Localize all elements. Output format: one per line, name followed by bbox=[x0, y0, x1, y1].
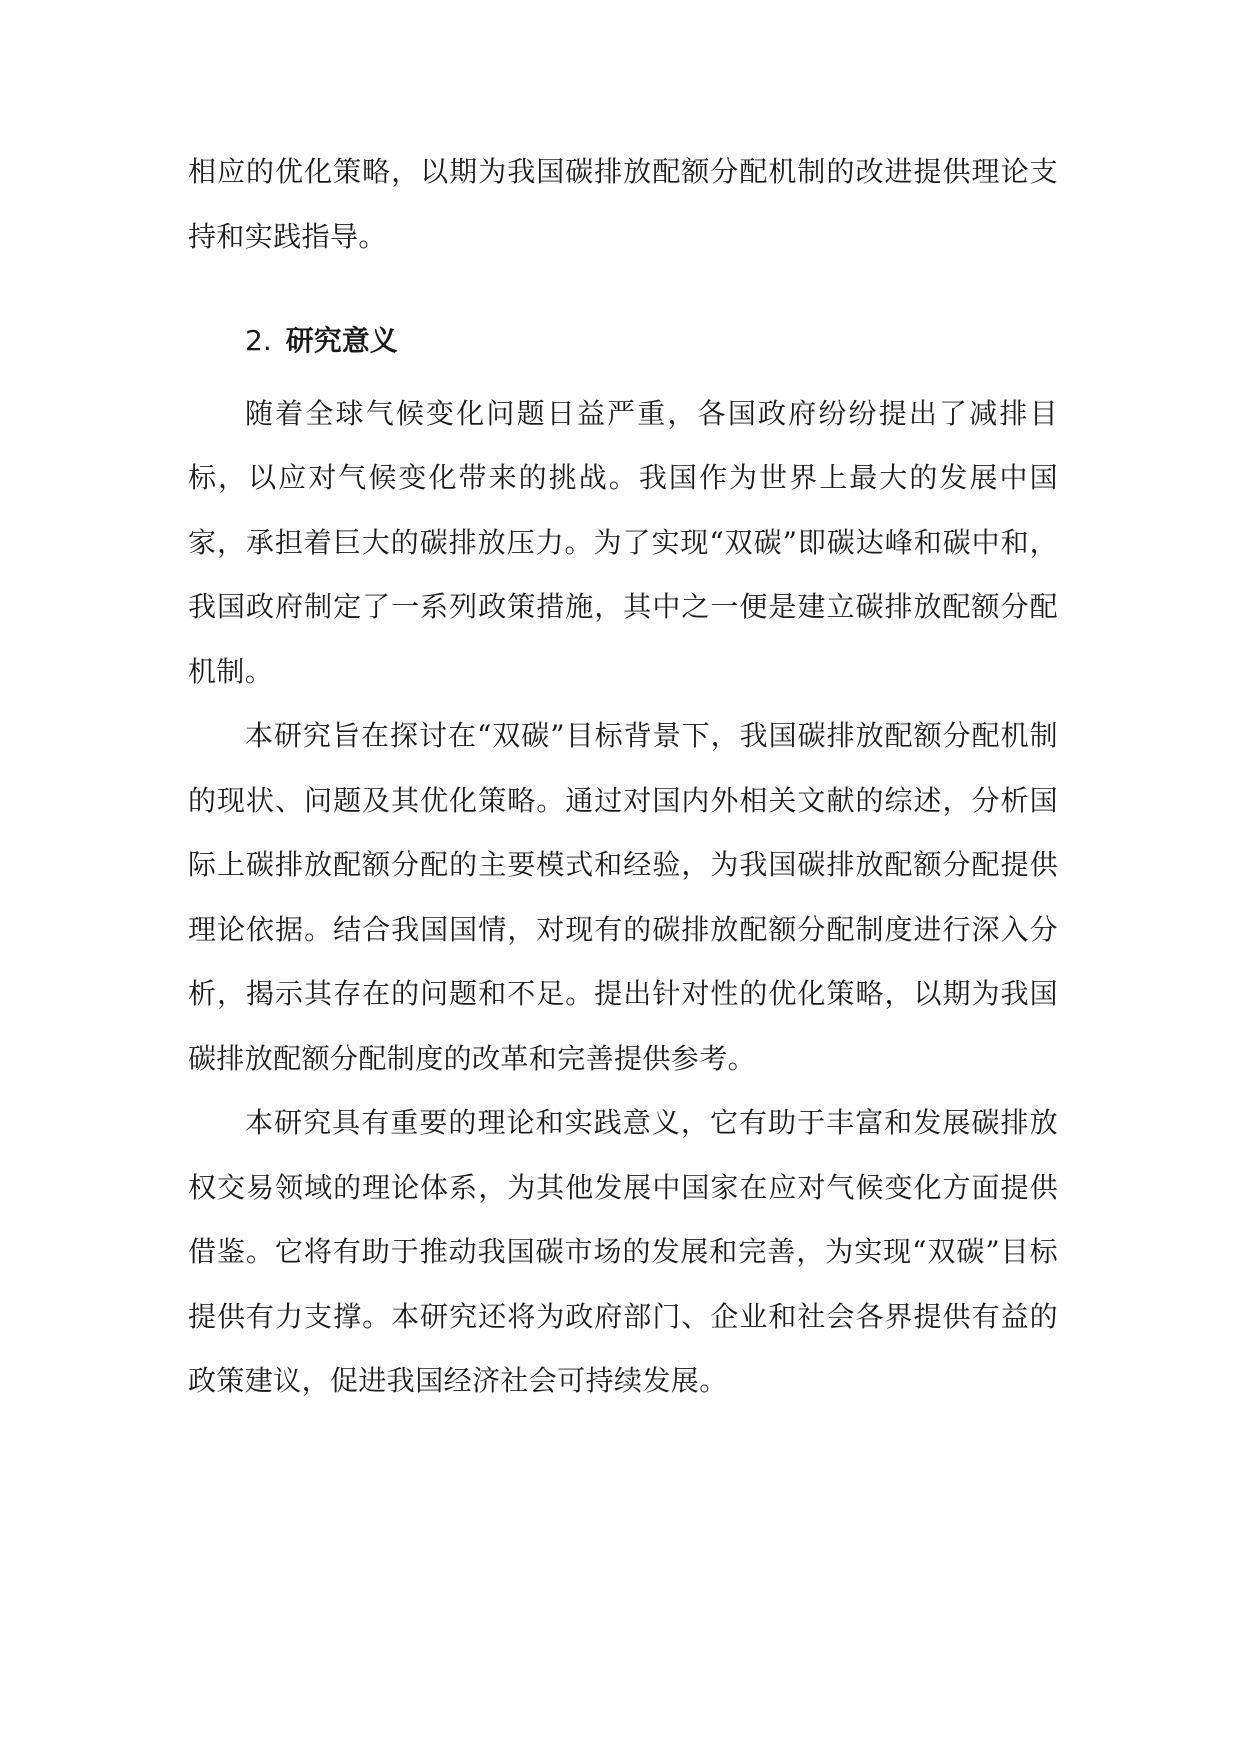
spacer bbox=[188, 374, 1058, 382]
continuation-paragraph: 相应的优化策略，以期为我国碳排放配额分配机制的改进提供理论支持和实践指导。 bbox=[188, 155, 1058, 253]
body-paragraph-3: 本研究具有重要的理论和实践意义，它有助于丰富和发展碳排放权交易领域的理论体系，为其他发展中国家在应对气候变化方面提供借鉴。它将有助于推动我国碳市场的发展和完善，为实现“双碳”目标提供有力支撑。本研究还将为政府部门、企业和社会各界提供有益的政策建议，促进我国经济社会可持续发展。 bbox=[188, 1106, 1058, 1397]
spacer bbox=[188, 269, 1058, 309]
document-page bbox=[188, 140, 1058, 1414]
section-title: 研究意义 bbox=[285, 324, 398, 357]
body-paragraph-2: 本研究旨在探讨在“双碳”目标背景下，我国碳排放配额分配机制的现状、问题及其优化策略。通过对国内外相关文献的综述，分析国际上碳排放配额分配的主要模式和经验，为我国碳排放配额分配提供理论依据。结合我国国情，对现有的碳排放配额分配制度进行深入分析，揭示其存在的问题和不足。提出针对性的优化策略，以期为我国碳排放配额分配制度的改革和完善提供参考。 bbox=[188, 719, 1058, 1075]
section-number: 2. bbox=[245, 324, 272, 357]
section-heading bbox=[188, 309, 1058, 374]
body-paragraph-1: 随着全球气候变化问题日益严重，各国政府纷纷提出了减排目标，以应对气候变化带来的挑战。我国作为世界上最大的发展中国家，承担着巨大的碳排放压力。为了实现“双碳”即碳达峰和碳中和，我国政府制定了一系列政策措施，其中之一便是建立碳排放配额分配机制。 bbox=[188, 396, 1058, 688]
